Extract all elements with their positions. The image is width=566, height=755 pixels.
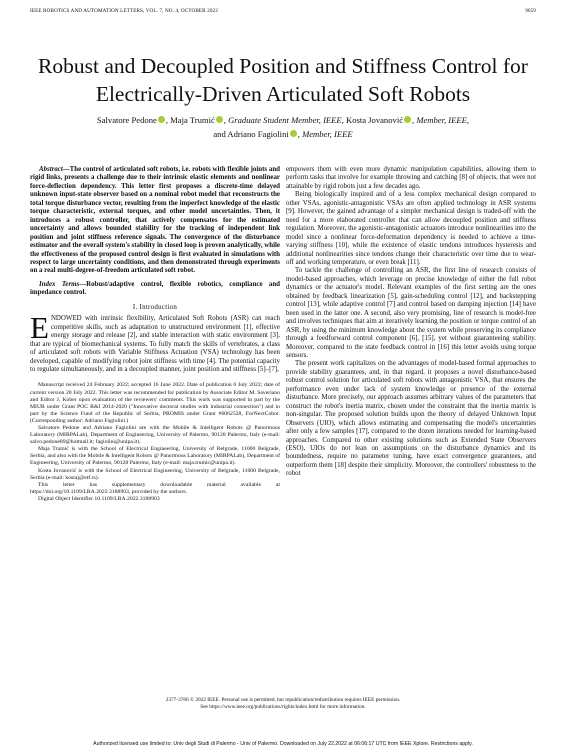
author-membership: , Member, IEEE (297, 129, 353, 139)
footnote: Digital Object Identifier 10.1109/LRA.2022.3188903 (38, 495, 160, 502)
footnotes (30, 382, 280, 503)
footnote: Maja Trumić is with the School of Electrical Engineering, University of Belgrade, 11000 Belgrade, Serbia, and also with the Mobile & Intelligent Robots @ Panormous Laboratory (MIRPALab), Department of Engineering, University of Palermo, 90128 Palermo, Italy (e-mail: maja.trumic@unipa.it). (30, 446, 280, 467)
index-terms (30, 281, 280, 298)
running-head (30, 8, 536, 18)
footnote: Salvatore Pedone and Adriano Fagiolini are with the Mobile & Intelligent Robots @ Panormous Laboratory (MIRPALab), Department of Engineering, University of Palermo, 90128 Palermo, Italy (e-mail: salvo.pedone89@hotmail.it; fagiolini@unipa.it). (30, 424, 280, 446)
footnote: Manuscript received 24 February 2022; accepted 16 June 2022. Date of publication 6 July 2022; date of current version 20 July 2022. This letter was recommended for publication by Associate Editor M. Saveriano and Editor J. Kober upon evaluation of the reviewers' comments. This work was supported in part by the MIUR under Grant POC R&I 2014-2020 ("Innovative doctoral studies with industrial connection") and in part by the Science Fund of the Republic of Serbia, PROMIS under Grant #6062528, ForNextCobot. (Corresponding author: Adriano Fagiolini.) (30, 382, 280, 424)
orcid-icon[interactable] (290, 130, 297, 137)
footnote: This letter has supplementary downloadable material available at https://doi.org/10.1109/LRA.2022.3188903, provided by the authors. (30, 481, 280, 495)
license-footer: Authorized licensed use limited to: Univ degli Studi di Palermo - Univ of Palermo. Downloaded on July 22,2022 at 06:06:17 UTC from IEEE Xplore. Restrictions apply. (93, 741, 473, 747)
copyright-line: 2377-3766 © 2022 IEEE. Personal use is permitted, but republication/redistribution requires IEEE permission. (165, 697, 401, 703)
drop-cap: E (30, 310, 49, 346)
body-paragraph: Being biologically inspired and of a less complex mechanical design compared to other VSAs, agonistic-antagonistic VSAs are often applied technology in ASR systems [9]. However, the gained advantage of a simpler mechanical design is traded-off with the need for a more elaborated controller that can allow decoupled position and stiffness regulation. Moreover, the agonistic-antagonistic actuators introduce nonlinearities into the model since a nonlinear force-deformation dependency is needed to achieve a time-varying stiffness [10], while the existence of elastic tendons introduces hysteresis and additional nonlinearities since tendons change their characteristic over time due to wear-off and working temperature, or even break [11]. (286, 191, 536, 266)
intro-text: with intrinsic flexibility, Articulated Soft Robots (ASR) can reach competitive skills, such as adaptation to unstructured environment [1], effective energy storage and release [2], and stable interaction with static environment [3], that are typical of biomechanical systems. To fully match the skills of vertebrates, a class of articulated soft robots with Variable Stiffness Actuation (VSA) technology has been developed, capable of modifying robot joint stiffness with time [4]. The potential capacity to regulate simultaneously, and in a decoupled manner, joint position and stiffness [5]–[7], (30, 315, 280, 373)
intro-paragraph (30, 310, 280, 374)
author-name: and Adriano Fagiolini (213, 129, 289, 139)
journal-name: IEEE ROBOTICS AND AUTOMATION LETTERS, VOL. 7, NO. 4, OCTOBER 2022 (30, 8, 218, 14)
abstract-label: Abstract— (39, 166, 70, 173)
author-name: , Kosta Jovanović (341, 115, 404, 125)
index-terms-text: Robust/adaptive control, flexible robotics, compliance and impedance control. (30, 280, 280, 297)
footnote: Kosta Jovanović is with the School of Electrical Engineering, University of Belgrade, 11000 Belgrade, Serbia (e-mail: kostaj@etf.rs). (30, 467, 280, 481)
page-number: 9059 (525, 8, 536, 14)
author-list (30, 113, 536, 141)
paper-title: Robust and Decoupled Position and Stiffness Control for Electrically-Driven Articulated Soft Robots (38, 54, 528, 106)
body-paragraph: empowers them with even more dynamic manipulation capabilities, allowing them to perform tasks that involve for example throwing and catching [8] of objects, that were not attainable by rigid robots just a few decades ago. (286, 166, 536, 190)
copyright-notice (30, 697, 536, 711)
author-membership: , Member, IEEE, (412, 115, 470, 125)
body-paragraph: The present work capitalizes on the advantages of model-based formal approaches to provide stability guarantees, and, in that regard, it proposes a novel disturbance-based robust control solution for articulated soft robots with antagonistic VSA, that ensures the performance even under lack of system knowledge or presence of the external disturbance. More precisely, our approach assumes arbitrary values of the parameters that construct the robot's inertia matrix, chosen under the constraint that the inertia matrix is non-singular. The proposed solution builds upon the theory of delayed Unknown Input Observers (UIO), which allows estimating and compensating the model's uncertainties after only a few samples [17], compared to the dozen iterations needed for learning-based approaches. Compared to other existing solutions such as Extended State Observers (ESO), UIOs do not lean on assumptions on the disturbance dynamics and its boundedness, require no parameter tuning, have exact convergence guarantees, and outperform them [18] despite their simplicity. Moreover, the controllers' robustness to the robot (286, 360, 536, 478)
author-line-1 (30, 113, 536, 127)
orcid-icon[interactable] (158, 116, 165, 123)
index-terms-label: Index Terms— (39, 280, 87, 288)
intro-first-word: NDOWED (50, 315, 82, 323)
author-name: Salvatore Pedone (96, 115, 157, 125)
orcid-icon[interactable] (404, 116, 411, 123)
copyright-link[interactable]: See https://www.ieee.org/publications/rights/index.html for more information. (200, 704, 366, 710)
author-line-2 (30, 127, 536, 141)
abstract-text: The control of articulated soft robots, i.e. robots with flexible joints and rigid links, presents a challenge due to their intrinsic elastic elements and nonlinear force-deflection dependency. This letter first proposes a discrete-time delayed unknown input-state observer based on a nominal robot model that reconstructs the total torque disturbance vector, resulting from the imperfect knowledge of the elastic torque characteristic, external torques, and other model uncertainties. Then, it introduces a robust controller, that actively compensates for the estimated uncertainty and allows bounded stability for the tracking of independent link position and joint stiffness reference signals. The convergence of the disturbance estimator and the overall system's stability in closed loop is proven analytically, while the effectiveness of the proposed control design is first evaluated in simulations with respect to large uncertainty conditions, and then demonstrated through experiments on a real multi-degree-of-freedom articulated soft robot. (30, 166, 280, 275)
body-paragraph: To tackle the challenge of controlling an ASR, the first line of research consists of model-based approaches, which leverage on precise knowledge of either the full robot dynamics or the actuator's model. Relevant examples of the first setting are the ones obtained by feedback linearization [5], gain-scheduling control [12], and backstepping control [13], while adaptive control [7] and control based on damping injection [14] have been used in the latter one. A second, also very promising, line of research is model-free and involves techniques that aim at iteratively learning the position or torque control of an ASR, by using the minimum knowledge about the system while preserving its compliance through a feedforward control component [6], [15], yet without guaranteeing stability. Moreover, compared to the state feedback control in [16] this letter avoids using torque sensors. (286, 267, 536, 359)
right-column (286, 166, 536, 479)
author-name: , Maja Trumić (165, 115, 215, 125)
orcid-icon[interactable] (216, 116, 223, 123)
section-heading-introduction: I. Introduction (132, 303, 178, 311)
author-membership: , Graduate Student Member, IEEE (223, 115, 342, 125)
abstract (30, 166, 280, 276)
left-column (30, 166, 280, 503)
